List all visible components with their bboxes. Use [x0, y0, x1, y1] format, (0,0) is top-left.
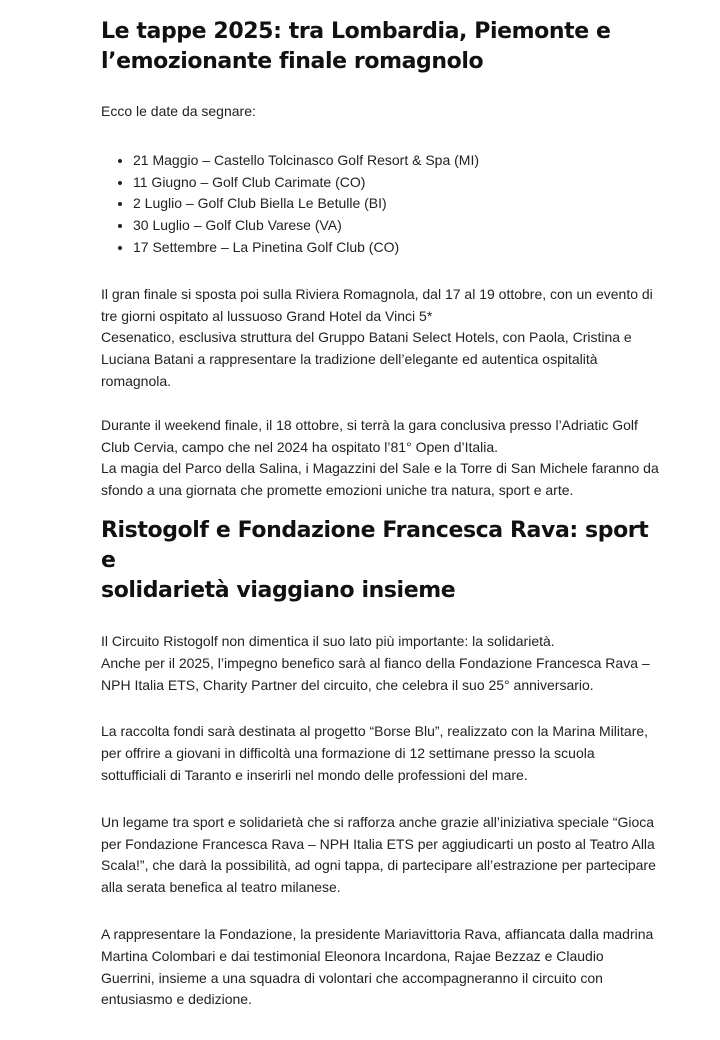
paragraph-line: Il gran finale si sposta poi sulla Riviera Romagnola, dal 17 al 19 ottobre, con un evento di tre giorni ospitato al lussuoso Grand Hotel da Vinci 5*: [101, 285, 653, 324]
list-item: • 30 Luglio – Golf Club Varese (VA): [133, 215, 661, 237]
heading-line: solidarietà viaggiano insieme: [101, 577, 456, 603]
heading-line: l’emozionante finale romagnolo: [101, 49, 484, 74]
borse-blu-paragraph: La raccolta fondi sarà destinata al progetto “Borse Blu”, realizzato con la Marina Militare, per offrire a giovani in difficoltà una formazione di 12 settimane presso la scuola sottufficiali di Taranto e inserirli nel mondo delle professioni del mare.: [101, 723, 649, 783]
weekend-paragraph: [101, 415, 661, 502]
paragraph-line: Cesenatico, esclusiva struttura del Gruppo Batani Select Hotels, con Paola, Cristina e Luciana Batani a rappresentare la tradizione dell’elegante ed autentica ospitalità romagnola.: [101, 329, 632, 389]
solidarity-paragraph: [101, 631, 661, 696]
article-body: [101, 0, 661, 1011]
section-heading-tappe: [101, 17, 661, 77]
list-item: • 2 Luglio – Golf Club Biella Le Betulle (BI): [133, 193, 661, 215]
paragraph-line: Il Circuito Ristogolf non dimentica il suo lato più importante: la solidarietà.: [101, 632, 555, 649]
heading-line: Le tappe 2025: tra Lombardia, Piemonte e: [101, 19, 611, 44]
heading-line: Ristogolf e Fondazione Francesca Rava: sport e: [101, 517, 649, 573]
list-item: • 17 Settembre – La Pinetina Golf Club (CO): [133, 237, 661, 259]
section-heading-solidarieta: [101, 516, 661, 606]
dates-list: [101, 150, 661, 259]
paragraph-line: Anche per il 2025, l’impegno benefico sarà al fianco della Fondazione Francesca Rava – NPH Italia ETS, Charity Partner del circuito, che celebra il suo 25° anniversario.: [101, 654, 650, 693]
finale-paragraph: [101, 284, 661, 393]
fondazione-paragraph: A rappresentare la Fondazione, la presidente Mariavittoria Rava, affiancata dalla madrina Martina Colombari e dai testimonial Eleonora Incardona, Rajae Bezzaz e Claudio Guerrini, insieme a una squadra di volontari che accompagneranno il circuito con entusiasmo e dedizione.: [101, 925, 654, 1008]
intro-paragraph: Ecco le date da segnare:: [101, 103, 256, 119]
list-item: • 21 Maggio – Castello Tolcinasco Golf Resort & Spa (MI): [133, 150, 661, 172]
paragraph-line: Durante il weekend finale, il 18 ottobre, si terrà la gara conclusiva presso l’Adriatic Golf Club Cervia, campo che nel 2024 ha ospitato l’81° Open d’Italia.: [101, 416, 638, 455]
paragraph-line: La magia del Parco della Salina, i Magazzini del Sale e la Torre di San Michele faranno da sfondo a una giornata che promette emozioni uniche tra natura, sport e arte.: [101, 460, 659, 499]
scala-paragraph: Un legame tra sport e solidarietà che si rafforza anche grazie all’iniziativa speciale “Gioca per Fondazione Francesca Rava – NPH Italia ETS per aggiudicarti un posto al Teatro Alla Scala!”, che darà la possibilità, ad ogni tappa, di partecipare all’estrazione per partecipare alla serata benefica al teatro milanese.: [101, 813, 656, 896]
list-item: • 11 Giugno – Golf Club Carimate (CO): [133, 172, 661, 194]
